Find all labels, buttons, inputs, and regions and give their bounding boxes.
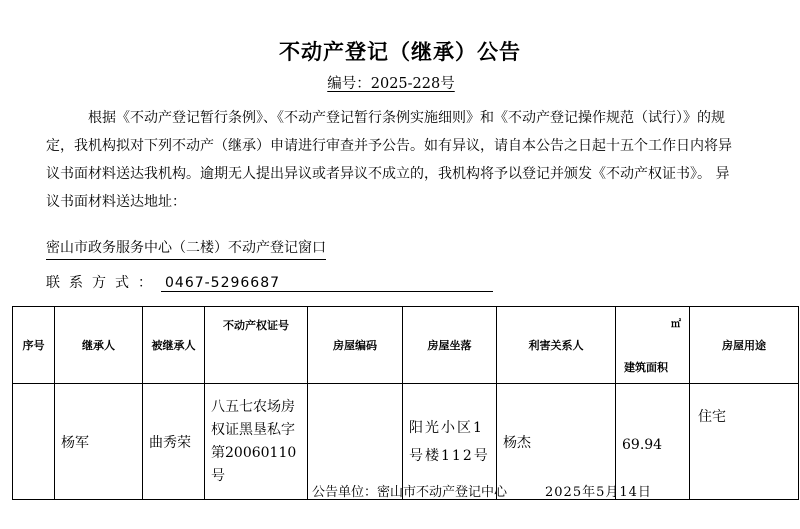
cell-location: 阳光小区1号楼112号	[403, 384, 497, 500]
cell-heir: 杨军	[55, 384, 143, 500]
cell-interested-party: 杨杰	[497, 384, 616, 500]
cell-decedent: 曲秀荣	[143, 384, 205, 500]
header-usage: 房屋用途	[690, 307, 799, 384]
cell-cert-no: 八五七农场房权证黑垦私字第20060110号	[205, 384, 308, 500]
notice-footer	[312, 481, 652, 500]
cell-seq	[13, 384, 55, 500]
notice-title: 不动产登记（继承）公告	[279, 40, 521, 64]
table-header-row	[13, 307, 799, 384]
doc-number	[0, 72, 782, 93]
header-house-code: 房屋编码	[308, 307, 403, 384]
contact-line	[46, 272, 493, 292]
area-unit: ㎡	[671, 319, 681, 330]
header-decedent: 被继承人	[143, 307, 205, 384]
notice-body: 根据《不动产登记暂行条例》、《不动产登记暂行条例实施细则》和《不动产登记操作规范（试行）》的规定，我机构拟对下列不动产（继承）申请进行审查并予公告。如有异议，请自本公告之日起十五个工作日内将异议书面材料送达我机构。逾期无人提出异议或者异议不成立的，我机构将予以登记并颁发《不动产权证书》。 异议书面材料送达地址：	[46, 110, 732, 210]
header-seq: 序号	[13, 307, 55, 384]
doc-number-text: 编号：2025-228号	[327, 76, 455, 92]
contact-phone: 0467-5296687	[161, 275, 493, 292]
header-interested-party: 利害关系人	[497, 307, 616, 384]
cell-area: 69.94	[616, 384, 690, 500]
issuer: 公告单位：密山市不动产登记中心	[312, 485, 508, 500]
contact-label: 联系方式：	[46, 275, 161, 291]
header-heir: 继承人	[55, 307, 143, 384]
objection-address: 密山市政务服务中心（二楼）不动产登记窗口	[46, 237, 326, 260]
area-label: 建筑面积	[624, 361, 668, 374]
header-area	[616, 307, 690, 384]
cell-usage: 住宅	[690, 384, 799, 500]
notice-date: 2025年5月14日	[545, 485, 652, 500]
header-location: 房屋坐落	[403, 307, 497, 384]
property-table	[12, 306, 799, 500]
header-cert-no: 不动产权证号	[205, 307, 308, 384]
